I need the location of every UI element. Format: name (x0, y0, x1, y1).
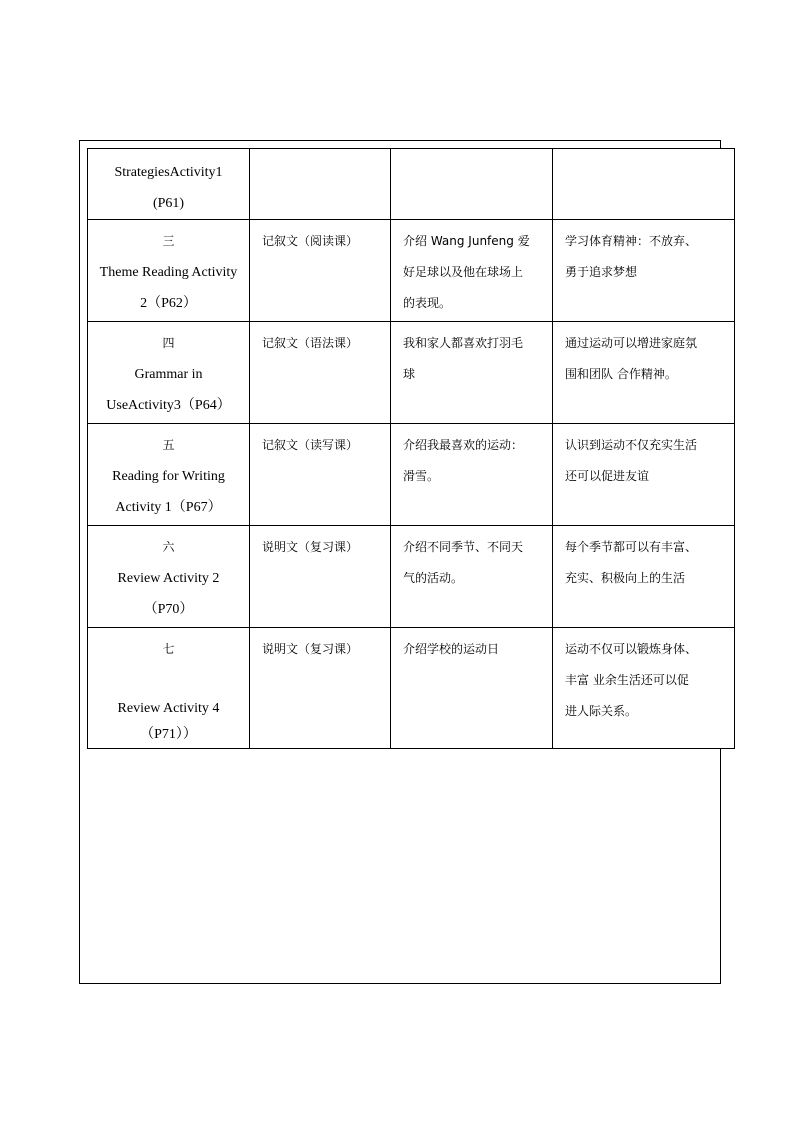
table-row (88, 149, 735, 220)
unit-number: 三 (162, 234, 175, 248)
goal-line: 充实、积极向上的生活 (565, 571, 686, 585)
lesson-plan-table (87, 148, 735, 749)
unit-line: (P61) (152, 196, 185, 211)
unit-number: 六 (162, 540, 175, 554)
content-line: 介绍学校的运动日 (403, 642, 500, 656)
lesson-type-cell (250, 628, 391, 749)
unit-cell (88, 322, 250, 424)
content-cell (391, 628, 553, 749)
unit-line: Theme Reading Activity (99, 265, 238, 280)
goal-line: 每个季节都可以有丰富、 (565, 540, 698, 554)
unit-cell (88, 149, 250, 220)
table-row (88, 526, 735, 628)
goal-cell (553, 628, 735, 749)
goal-line: 认识到运动不仅充实生活 (565, 438, 698, 452)
unit-number: 四 (162, 336, 175, 350)
content-line: 介绍我最喜欢的运动： (403, 438, 524, 452)
goal-cell (553, 322, 735, 424)
goal-line: 丰富 业余生活还可以促 (565, 673, 689, 687)
goal-line: 勇于追求梦想 (565, 265, 638, 279)
table-row (88, 424, 735, 526)
table-row (88, 220, 735, 322)
content-line: 的表现。 (403, 296, 452, 310)
lesson-type-cell (250, 220, 391, 322)
content-cell (391, 322, 553, 424)
unit-number: 五 (162, 438, 175, 452)
lesson-type: 记叙文（读写课） (262, 438, 359, 452)
unit-line: UseActivity3（P64） (106, 398, 231, 413)
goal-cell (553, 424, 735, 526)
lesson-type: 记叙文（阅读课） (262, 234, 359, 248)
goal-line: 进人际关系。 (565, 704, 638, 718)
lesson-type-cell (250, 322, 391, 424)
lesson-type: 说明文（复习课） (262, 642, 359, 656)
content-line: 介绍不同季节、不同天 (403, 540, 524, 554)
content-line: 我和家人都喜欢打羽毛 (403, 336, 524, 350)
content-line: 介绍 Wang Junfeng 爱 (403, 234, 530, 248)
lesson-type: 说明文（复习课） (262, 540, 359, 554)
goal-line: 学习体育精神：不放弃、 (565, 234, 698, 248)
goal-line: 还可以促进友谊 (565, 469, 650, 483)
lesson-type: 记叙文（语法课） (262, 336, 359, 350)
unit-cell (88, 220, 250, 322)
unit-line: Activity 1（P67） (115, 500, 222, 515)
goal-cell (553, 220, 735, 322)
unit-number: 七 (162, 642, 175, 656)
unit-line: （P71）） (140, 727, 197, 742)
table-row (88, 322, 735, 424)
content-line: 滑雪。 (403, 469, 440, 483)
unit-line: 2（P62） (140, 296, 197, 311)
goal-line: 围和团队 合作精神。 (565, 367, 677, 381)
unit-cell (88, 526, 250, 628)
content-line: 气的活动。 (403, 571, 464, 585)
unit-cell (88, 424, 250, 526)
unit-line: Grammar in (134, 367, 203, 382)
unit-cell (88, 628, 250, 749)
content-cell (391, 424, 553, 526)
goal-line: 通过运动可以增进家庭氛 (565, 336, 698, 350)
unit-line: Review Activity 4 (117, 701, 220, 716)
unit-line: Reading for Writing (112, 469, 225, 484)
goal-cell (553, 149, 735, 220)
unit-line: Review Activity 2 (117, 571, 220, 586)
content-line: 球 (403, 367, 416, 381)
content-cell (391, 526, 553, 628)
unit-line: （P70） (143, 602, 194, 617)
lesson-type-cell (250, 424, 391, 526)
lesson-type-cell (250, 149, 391, 220)
goal-cell (553, 526, 735, 628)
unit-spacer (92, 665, 245, 696)
lesson-type-cell (250, 526, 391, 628)
goal-line: 运动不仅可以锻炼身体、 (565, 642, 698, 656)
content-cell (391, 149, 553, 220)
table-row (88, 628, 735, 749)
unit-line: StrategiesActivity1 (114, 165, 223, 180)
content-cell (391, 220, 553, 322)
content-line: 好足球以及他在球场上 (403, 265, 524, 279)
